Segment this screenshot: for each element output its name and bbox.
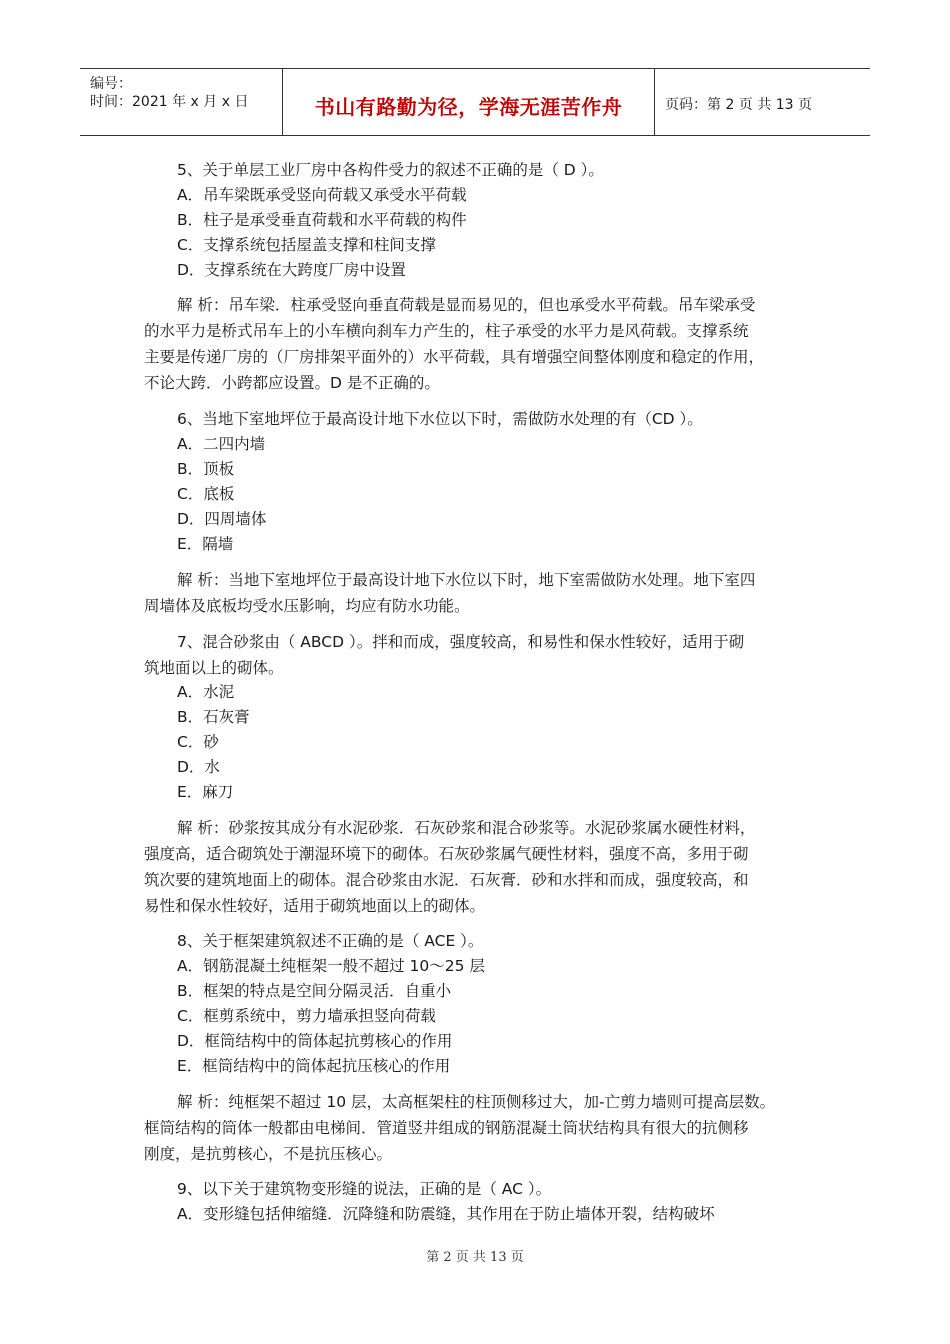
page-header <box>80 68 870 136</box>
code-label: 编号： <box>90 76 132 92</box>
q7-analysis-line: 解 析：砂浆按其成分有水泥砂浆．石灰砂浆和混合砂浆等。水泥砂浆属水硬性材料， <box>177 819 756 837</box>
q5-analysis-line: 不论大跨．小跨都应设置。D 是不正确的。 <box>144 374 440 392</box>
q7-option-b: B．石灰膏 <box>177 708 250 726</box>
q9-option-a: A．变形缝包括伸缩缝．沉降缝和防震缝，其作用在于防止墙体开裂，结构破坏 <box>177 1205 715 1223</box>
q5-option-c: C．支撑系统包括屋盖支撑和柱间支撑 <box>177 236 436 254</box>
q5-option-b: B．柱子是承受垂直荷载和水平荷载的构件 <box>177 211 467 229</box>
q6-option-e: E．隔墙 <box>177 535 234 553</box>
q7-analysis-line: 强度高，适合砌筑处于潮湿环境下的砌体。石灰砂浆属气硬性材料，强度不高，多用于砌 <box>144 845 749 863</box>
header-right-cell <box>655 69 870 135</box>
q5-option-d: D．支撑系统在大跨度厂房中设置 <box>177 261 406 279</box>
question-5: 5、关于单层工业厂房中各构件受力的叙述不正确的是（ D ）。 <box>177 161 604 179</box>
q8-analysis-line: 刚度，是抗剪核心，不是抗压核心。 <box>144 1145 393 1163</box>
q8-option-a: A．钢筋混凝土纯框架一般不超过 10～25 层 <box>177 957 485 975</box>
q7-analysis-line: 筑次要的建筑地面上的砌体。混合砂浆由水泥．石灰膏．砂和水拌和而成，强度较高，和 <box>144 871 749 889</box>
q6-analysis-line: 周墙体及底板均受水压影响，均应有防水功能。 <box>144 597 470 615</box>
q7-option-c: C．砂 <box>177 733 219 751</box>
q5-option-a: A．吊车梁既承受竖向荷载又承受水平荷载 <box>177 186 467 204</box>
q8-option-d: D．框筒结构中的筒体起抗剪核心的作用 <box>177 1032 453 1050</box>
question-7: 7、混合砂浆由（ ABCD ）。拌和而成，强度较高，和易性和保水性较好，适用于砌 <box>177 633 745 651</box>
q5-analysis-line: 主要是传递厂房的（厂房排架平面外的）水平荷载，具有增强空间整体刚度和稳定的作用， <box>144 348 765 366</box>
q5-analysis-line: 的水平力是桥式吊车上的小车横向刹车力产生的，柱子承受的水平力是风荷载。支撑系统 <box>144 322 749 340</box>
page-info: 页码：第 2 页 共 13 页 <box>665 97 812 113</box>
q7-option-a: A．水泥 <box>177 683 235 701</box>
header-motto-cell <box>282 69 655 135</box>
q5-analysis-line: 解 析：吊车梁．柱承受竖向垂直荷载是显而易见的，但也承受水平荷载。吊车梁承受 <box>177 296 756 314</box>
question-7-cont: 筑地面以上的砌体。 <box>144 659 284 677</box>
date-label: 时间：2021 年 x 月 x 日 <box>90 94 249 110</box>
q6-option-b: B．顶板 <box>177 460 235 478</box>
motto: 书山有路勤为径，学海无涯苦作舟 <box>314 95 623 119</box>
q7-option-e: E．麻刀 <box>177 783 234 801</box>
q6-analysis-line: 解 析：当地下室地坪位于最高设计地下水位以下时，地下室需做防水处理。地下室四 <box>177 571 756 589</box>
question-8: 8、关于框架建筑叙述不正确的是（ ACE ）。 <box>177 932 484 950</box>
q8-analysis-line: 解 析：纯框架不超过 10 层，太高框架柱的柱顶侧移过大，加-亡剪力墙则可提高层数。 <box>177 1093 776 1111</box>
q7-option-d: D．水 <box>177 758 220 776</box>
question-9: 9、以下关于建筑物变形缝的说法，正确的是（ AC ）。 <box>177 1180 552 1198</box>
q6-option-c: C．底板 <box>177 485 235 503</box>
q8-option-c: C．框剪系统中，剪力墙承担竖向荷载 <box>177 1007 436 1025</box>
q8-option-e: E．框筒结构中的筒体起抗压核心的作用 <box>177 1057 451 1075</box>
q6-option-a: A．二四内墙 <box>177 435 266 453</box>
q8-analysis-line: 框筒结构的筒体一般都由电梯间．管道竖井组成的钢筋混凝土筒状结构具有很大的抗侧移 <box>144 1119 749 1137</box>
question-6: 6、当地下室地坪位于最高设计地下水位以下时，需做防水处理的有（CD ）。 <box>177 410 703 428</box>
header-left-cell <box>80 69 282 135</box>
page-footer: 第 2 页 共 13 页 <box>426 1250 524 1265</box>
q6-option-d: D．四周墙体 <box>177 510 267 528</box>
q7-analysis-line: 易性和保水性较好，适用于砌筑地面以上的砌体。 <box>144 897 486 915</box>
q8-option-b: B．框架的特点是空间分隔灵活．自重小 <box>177 982 452 1000</box>
